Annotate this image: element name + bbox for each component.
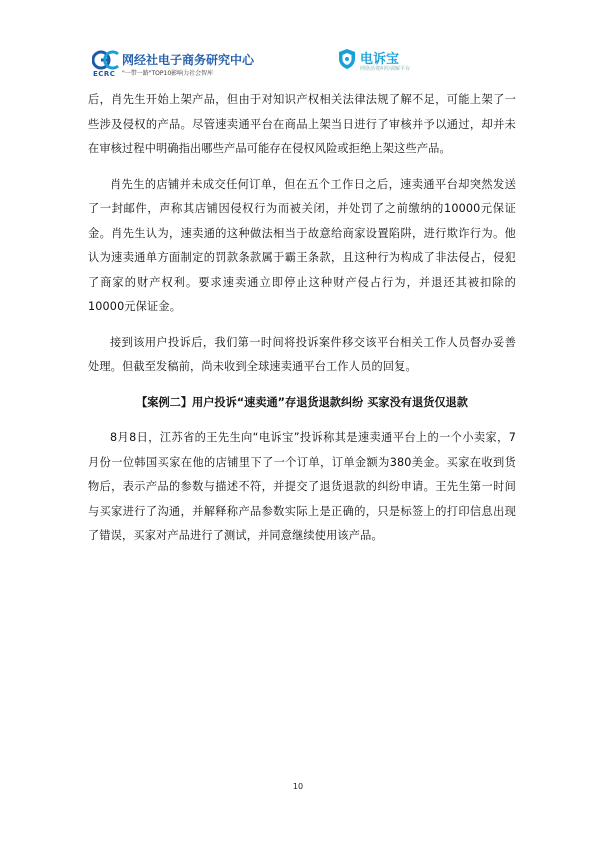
page-header bbox=[0, 0, 596, 80]
page-number: 10 bbox=[292, 782, 304, 791]
org-name: 网经社电子商务研究中心 bbox=[122, 53, 255, 67]
case-paragraph: 8月8日，江苏省的王先生向“电诉宝”投诉称其是速卖通平台上的一个小卖家，7月份一位韩国买家在他的店铺里下了一个订单，订单金额为380美金。买家在收到货物后，表示产品的参数与描述不符，并提交了退货退款的纠纷申请。王先生第一时间与买家进行了沟通，并解释称产品参数实际上是正确的，只是标签上的打印信息出现了错误，买家对产品进行了测试，并同意继续使用该产品。 bbox=[88, 431, 516, 542]
ecrc-abbr: ECRC bbox=[93, 70, 116, 78]
paragraph-1: 后，肖先生开始上架产品，但由于对知识产权相关法律法规了解不足，可能上架了一些涉及侵权的产品。尽管速卖通平台在商品上架当日进行了审核并予以通过，却并未在审核过程中明确指出哪些产品可能存在侵权风险或拒绝上架这些产品。 bbox=[88, 93, 516, 155]
shield-icon bbox=[338, 48, 356, 70]
paragraph-2: 肖先生的店铺并未成交任何订单，但在五个工作日之后，速卖通平台却突然发送了一封邮件，声称其店铺因侵权行为而被关闭，并处罚了之前缴纳的10000元保证金。肖先生认为，速卖通的这种做法相当于故意给商家设置陷阱，进行欺诈行为。他认为速卖通单方面制定的罚款条款属于霸王条款，且这种行为构成了非法侵占，侵犯了商家的财产权利。要求速卖通立即停止这种财产侵占行为，并退还其被扣除的10000元保证金。 bbox=[88, 177, 516, 313]
case-title: 【案例二】用户投诉“速卖通”存退货退款纠纷 买家没有退货仅退款 bbox=[136, 395, 468, 409]
document-body bbox=[88, 88, 516, 549]
dianshubao-logo bbox=[338, 48, 458, 78]
org-slogan: "一带一路"TOP10影响力社会智库 bbox=[122, 70, 214, 77]
brand-subtitle: 网络消费纠纷调解平台 bbox=[360, 66, 411, 72]
ec-logo-icon bbox=[92, 50, 120, 72]
paragraph-3: 接到该用户投诉后，我们第一时间将投诉案件移交该平台相关工作人员督办妥善处理。但截至发稿前，尚未收到全球速卖通平台工作人员的回复。 bbox=[88, 335, 516, 373]
ecrc-logo bbox=[92, 50, 272, 80]
brand-name: 电诉宝 bbox=[360, 52, 400, 67]
